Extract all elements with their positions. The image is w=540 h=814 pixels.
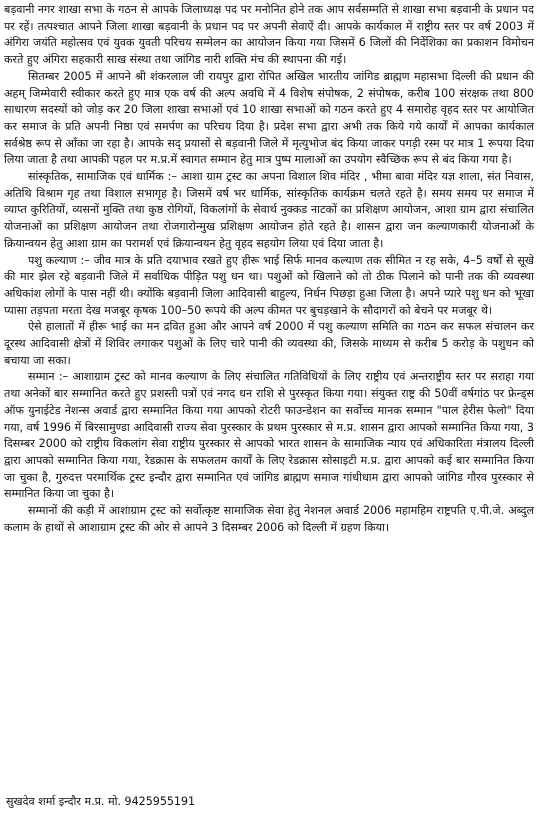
document-body [4, 2, 534, 537]
paragraph-shakha-sabha: बड़वानी नगर शाखा सभा के गठन से आपके जिलाध्यक्ष पद पर मनोनित होने तक आप सर्वसम्मति से शाखा सभा बड़वानी के प्रधान पद पर रहें। तत्पश्चात आपने जिला शाखा बड़वानी के प्रधान पद पर अपनी सेवाऐं दी। आपके कार्यकाल में राष्ट्रीय स्तर पर वर्ष 2003 में अंगिरा जयंति महोत्सव एवं युवक युवती परिचय सम्मेलन का आयोजन किया गया जिसमें 6 जिलों की निर्देशिका का प्रकाशन विमोचन करते हुए अंगिरा सहकारी साख संस्था तथा जांगिड नारी शक्ति मंच की स्थापना की गई। [4, 3, 534, 67]
paragraph-national-award: सम्मानों की कड़ी में आशाग्राम ट्रस्ट को सर्वोत्कृष्ट सामाजिक सेवा हेतु नेशनल अवार्ड 2006 महामहिम राष्ट्रपति ए.पी.जे. अब्दुल कलाम के हाथों से आशाग्राम ट्रस्ट की ओर से आपने 3 दिसम्बर 2006 को दिल्ली में ग्रहण किया। [4, 504, 534, 534]
paragraph-animal-committee: ऐसे हालातों में हीरू भाई का मन द्रवित हुआ और आपने वर्ष 2000 में पशु कल्याण समिति का गठन कर सफल संचालन कर दूरस्थ आदिवासी क्षेत्रों में शिविर लगाकर पशुओं के लिए चारे पानी की व्यवस्था की, जिसके माध्यम से करीब 5 करोड़ के पशुधन को बचाया जा सका। [4, 320, 534, 367]
paragraph-animal-welfare: पशु कल्याण :– जीव मात्र के प्रति दयाभाव रखते हुए हीरू भाई सिर्फ मानव कल्याण तक सीमित न रह सके, 4–5 वर्षों से सूखे की मार झेल रहे बड़वानी जिले में सर्वाधिक पीड़ित पशु धन था। पशुओं को खिलाने को तो ठीक पिलाने को पानी तक की व्यवस्था अधिकांश लोगों के पास नहीं थी। क्योंकि बड़वानी जिला आदिवासी बाहुल्य, निर्धन पिछड़ा हुआ जिला है। अपने प्यारे पशु धन को भूखा प्यासा तड़पता मरता देख मजबूर कृषक 100–50 रूपये की अल्प कीमत पर बुचड़खाने के सौदागरों को बेचने पर मजबूर थे। [4, 253, 534, 317]
paragraph-mahasabha: सितम्बर 2005 में आपने श्री शंकरलाल जी रायपुर द्वारा रोपित अखिल भारतीय जांगिड ब्राह्मण महासभा दिल्ली की प्रधान की अहम् जिम्मेवारी स्वीकार करते हुए मात्र एक वर्ष की अल्प अवधि में 4 विशेष संपोषक, 2 संपोषक, करीब 100 संरक्षक तथा 800 साधारण सदस्यों को जोड़ कर 20 जिला शाखा सभाओं एवं 10 शाखा सभाओं को गठन करते हुए 4 समारोह वृहद स्तर पर आयोजित कर समाज के प्रति अपनी निष्ठा एवं समर्पण का परिचय दिया है। प्रदेश सभा द्वारा अभी तक किये गये कार्यों में आपका कार्यकाल सर्वश्रेष्ठ रूप से आँका जा रहा है। आपके सद् प्रयासों से बड़वानी जिले में मृत्युभोज बंद किया जाकर पगड़ी रस्म पर मात्र 1 रूपया दिया लिया जाता है तथा आपकी पहल पर म.प्र.में स्वागत सम्मान हेतु मात्र पुष्प मालाओं का उपयोग स्वैच्छिक रूप से बंद किया गया है। [4, 69, 534, 167]
paragraph-cultural: सांस्कृतिक, सामाजिक एवं धार्मिक :– आशा ग्राम ट्रस्ट का अपना विशाल शिव मंदिर , भीमा बावा मंदिर यज्ञ शाला, संत निवास, अतिथि विश्राम गृह तथा विशाल सभागृह है। जिसमें वर्ष भर धार्मिक, सांस्कृतिक कार्यक्रम चलते रहते है। समय समय पर समाज में व्याप्त कुरितियों, व्यसनों मुक्ति तथा कुष्ठ रोगियों, विकलांगों के सेवार्थ नुक्कड नाटकों का प्रशिक्षण आयोजन, आशा ग्राम द्वारा संचालित योजनाओं का प्रशिक्षण आयोजन तथा रोजगारोन्मुख प्रशिक्षण आयोजन होते रहते है। शासन द्वारा जन कल्याणकारी योजनाओं के क्रियान्वयन हेतु आशा ग्राम का परामर्श एवं क्रियान्वयन हेतु वृहद सहयोग लिया एवं दिया जाता है। [4, 170, 534, 250]
paragraph-honours: सम्मान :– आशाग्राम ट्रस्ट को मानव कल्याण के लिए संचालित गतिविधियों के लिए राष्ट्रीय एवं अन्तराष्ट्रीय स्तर पर सराहा गया तथा अनेकों बार सम्मानित करते हुए प्रशस्ती पत्रों एवं नगद धन राशि से पुरस्कृत किया गया। संयुक्त राष्ट्र की 50वीं वर्षगांठ पर फ्रेन्ड्स ऑफ युनाईटेड नेशन्स अवार्ड द्वारा सम्मानित किया गया आपको रोटरी फाउन्डेशन का सर्वोच्च मानक सम्मान "पाल हेरीस फेलो" दिया गया, वर्ष 1996 में बिरसामुण्डा आदिवासी राज्य सेवा पुरस्कार के प्रथम पुरस्कार से म.प्र. शासन द्वारा आपको सम्मानित किया गया, 3 दिसम्बर 2000 को राष्ट्रीय विकलांग सेवा राष्ट्रीय पुरस्कार से आपको भारत शासन के सामाजिक न्याय एवं अधिकारिता मंत्रालय दिल्ली द्वारा आपको सम्मानित किया गया, रेडक्रास के सफलतम कार्यों के लिए रेडक्रास सोसाइटी म.प्र. द्वारा आपको कई बार सम्मानित किया जा चुका है, गुरुदत्त परमार्थिक ट्रस्ट इन्दौर द्वारा सम्मानित एवं जांगिड ब्राह्मण समाज गांधीधाम द्वारा आपको जांगिड गौरव पुरस्कार से सम्मानित किया जा चुका है। [4, 370, 534, 501]
author-signature: सुखदेव शर्मा इन्दौर म.प्र. मो. 9425955191 [6, 795, 196, 808]
